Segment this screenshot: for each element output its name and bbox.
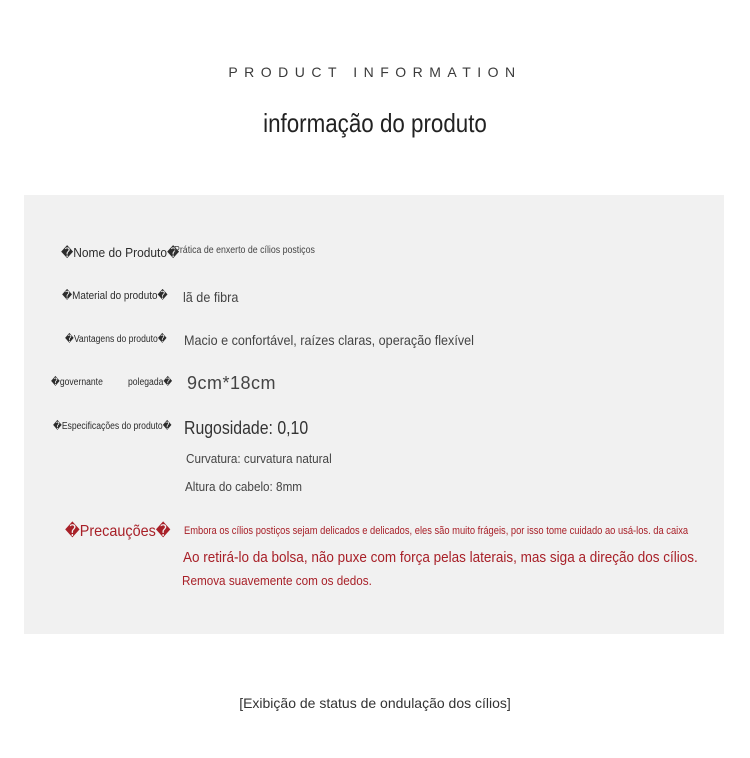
material-value: lã de fibra (183, 289, 239, 305)
precautions-line-3: Remova suavemente com os dedos. (182, 573, 372, 588)
curvature-value: Curvatura: curvatura natural (186, 451, 332, 466)
section-title-portuguese: informação do produto (263, 108, 487, 138)
size-value: 9cm*18cm (187, 373, 277, 393)
product-name-value: Prática de enxerto de cílios postiços (174, 245, 315, 256)
roughness-value: Rugosidade: 0,10 (184, 418, 309, 438)
specifications-label: �Especificações do produto� (53, 421, 172, 432)
hair-height-value: Altura do cabelo: 8mm (185, 479, 303, 494)
product-name-label: �Nome do Produto� (61, 245, 180, 260)
advantages-value: Macio e confortável, raízes claras, operação flexível (184, 332, 474, 348)
size-label-governante: �governante (51, 377, 103, 388)
precautions-label: �Precauções� (65, 523, 171, 540)
precautions-line-2: Ao retirá-lo da bolsa, não puxe com força pelas laterais, mas siga a direção dos cílios. (183, 549, 698, 566)
size-label-polegada: polegada� (128, 377, 173, 388)
precautions-line-1: Embora os cílios postiços sejam delicados e delicados, eles são muito frágeis, por isso tome cuidado ao usá-los. da caixa (184, 525, 689, 537)
section-title-english: PRODUCT INFORMATION (228, 64, 522, 80)
curl-status-caption: [Exibição de status de ondulação dos cílios] (239, 695, 511, 711)
material-label: �Material do produto� (62, 290, 168, 302)
advantages-label: �Vantagens do produto� (65, 334, 167, 345)
